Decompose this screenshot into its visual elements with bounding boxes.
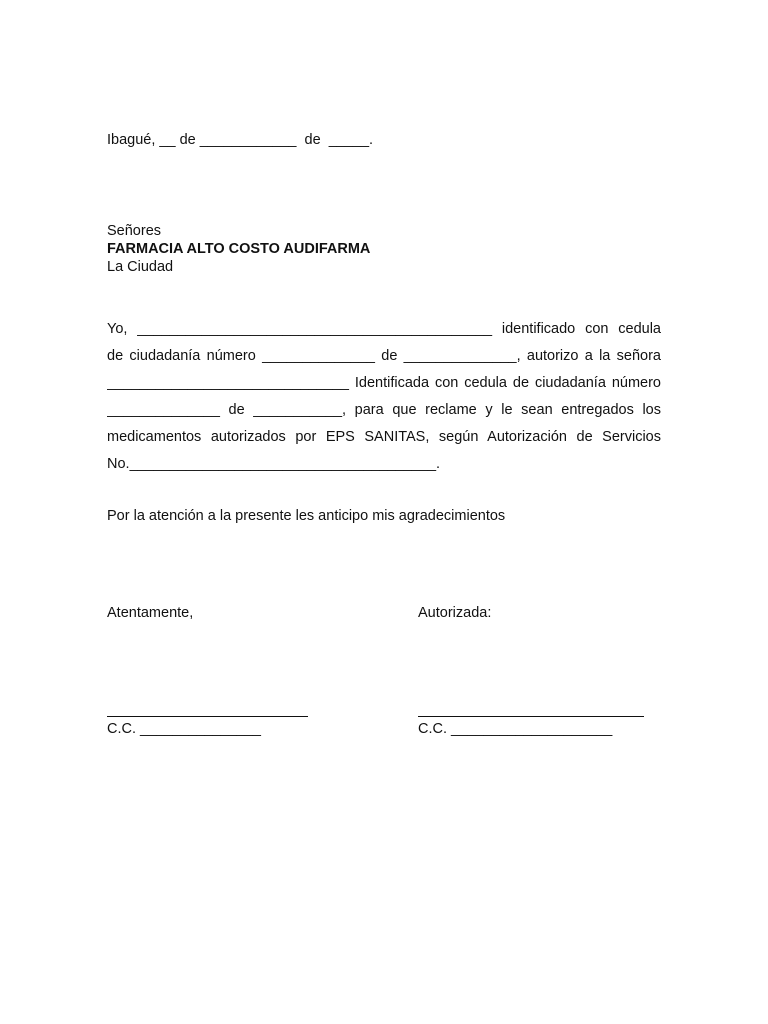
body-line: ______________________________ Identificada con cedula de ciudadanía número	[107, 375, 661, 391]
signature-right-label: Autorizada:	[418, 605, 492, 621]
body-line: Yo, ____________________________________________ identificado con cedula	[107, 321, 661, 337]
recipient-city: La Ciudad	[107, 259, 174, 275]
signature-right-line	[418, 716, 644, 717]
body-line: de ciudadanía número ______________ de ______________, autorizo a la señora	[107, 348, 661, 364]
signature-right-id: C.C. ____________________	[418, 721, 613, 737]
salutation: Señores	[107, 223, 162, 239]
signature-left-id: C.C. _______________	[107, 721, 261, 737]
date-line: Ibagué, __ de ____________ de _____.	[107, 132, 374, 148]
body-line: No.______________________________________.	[107, 456, 441, 472]
body-line: medicamentos autorizados por EPS SANITAS, según Autorización de Servicios	[107, 429, 661, 445]
body-line: ______________ de ___________, para que reclame y le sean entregados los	[107, 402, 661, 418]
body-paragraph	[107, 320, 661, 482]
recipient-company: FARMACIA ALTO COSTO AUDIFARMA	[107, 241, 371, 257]
closing-line: Por la atención a la presente les anticipo mis agradecimientos	[107, 508, 506, 524]
signature-left-label: Atentamente,	[107, 605, 194, 621]
signature-left-line	[107, 716, 308, 717]
